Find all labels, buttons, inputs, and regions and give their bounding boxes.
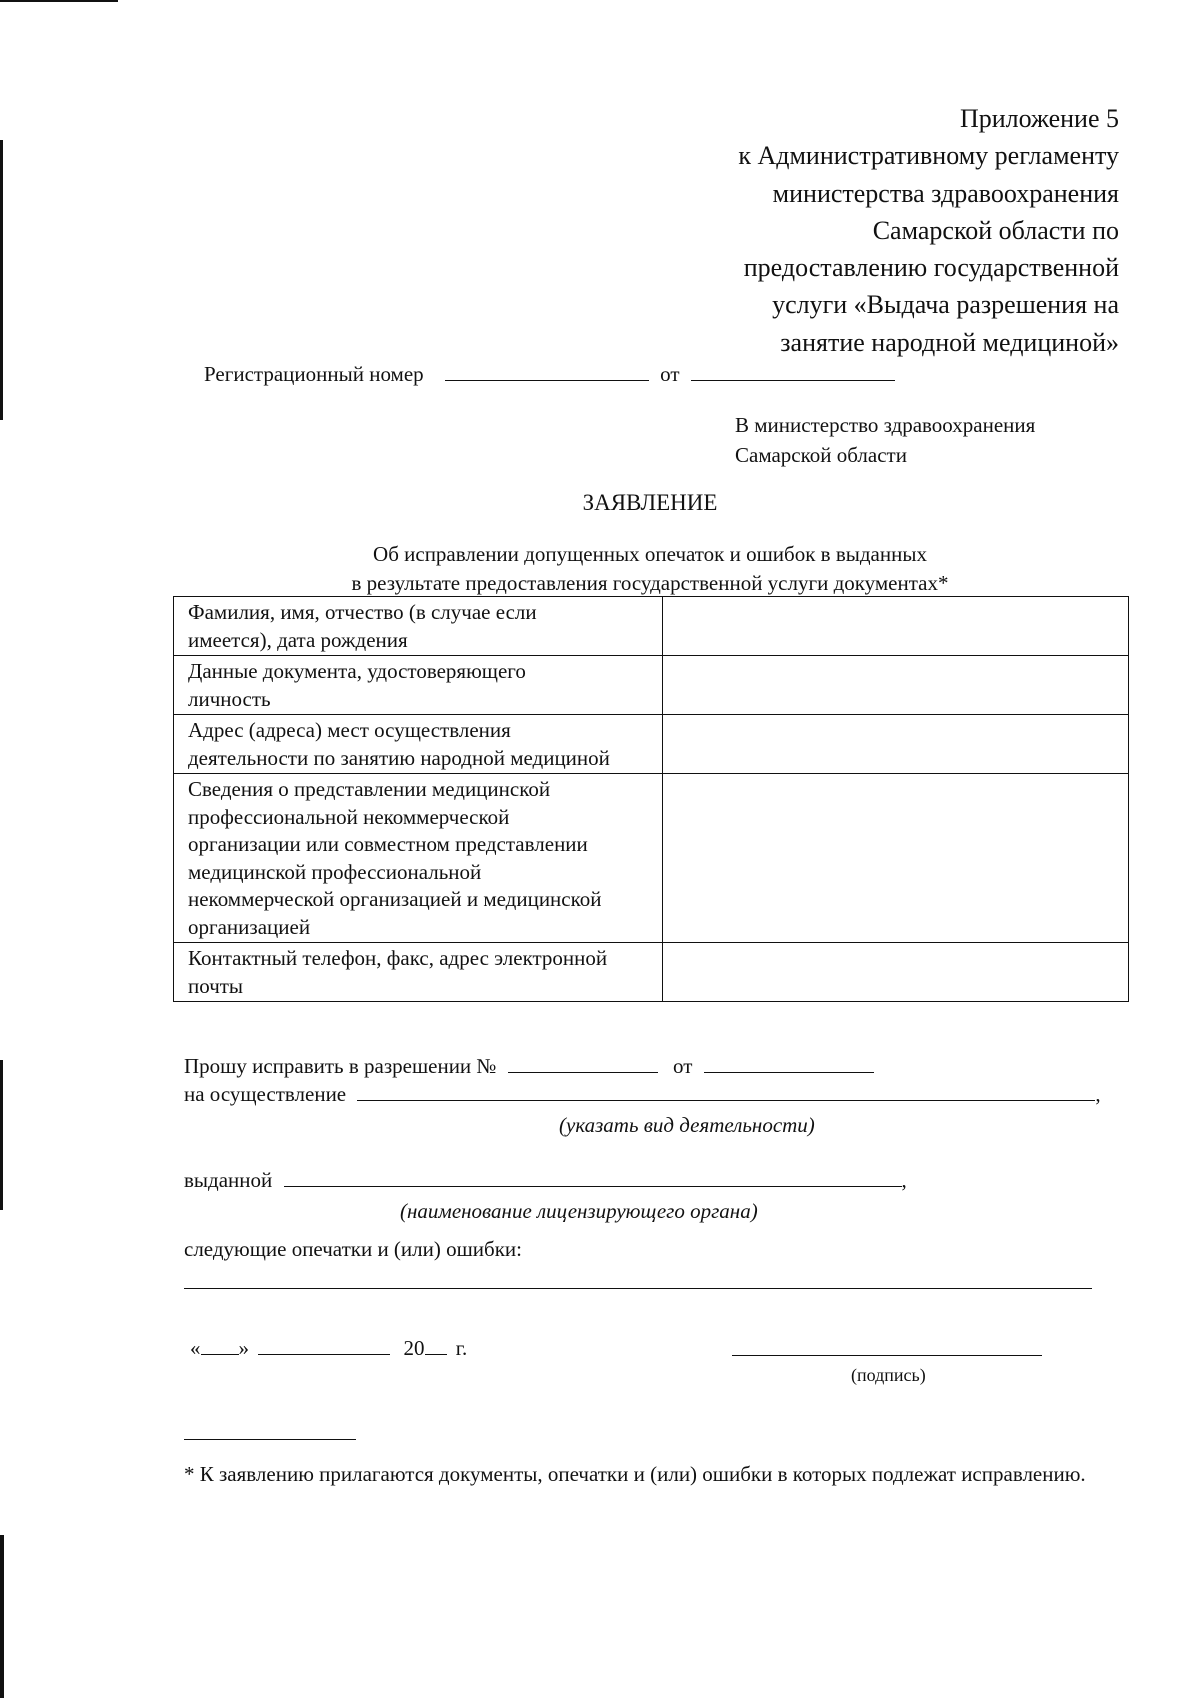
row-value-cell[interactable] bbox=[663, 715, 1129, 774]
row-label-line: Контактный телефон, факс, адрес электронной bbox=[188, 946, 608, 970]
registration-row bbox=[204, 362, 895, 387]
request-permit-label: Прошу исправить в разрешении № bbox=[184, 1054, 497, 1078]
row-label-line: организации или совместном представлении bbox=[188, 832, 588, 856]
activity-comma: , bbox=[1095, 1082, 1101, 1106]
request-line-activity bbox=[184, 1080, 1101, 1108]
row-label-line: имеется), дата рождения bbox=[188, 627, 408, 652]
row-label-line: организацией bbox=[188, 914, 311, 939]
issued-comma: , bbox=[901, 1168, 907, 1192]
date-month-field[interactable] bbox=[258, 1353, 390, 1355]
row-label bbox=[174, 656, 663, 715]
appendix-line: услуги «Выдача разрешения на bbox=[772, 290, 1119, 320]
row-label-line: почты bbox=[188, 973, 244, 998]
footnote-separator bbox=[184, 1439, 356, 1440]
scan-edge-top bbox=[0, 0, 118, 2]
errors-label: следующие опечатки и (или) ошибки: bbox=[184, 1237, 522, 1261]
issued-label: выданной bbox=[184, 1168, 273, 1192]
activity-label: на осуществление bbox=[184, 1082, 347, 1106]
authority-hint: (наименование лицензирующего органа) bbox=[400, 1199, 758, 1223]
date-close-quote: » bbox=[238, 1336, 249, 1360]
footnote: * К заявлению прилагаются документы, опечатки и (или) ошибки в которых подлежат исправлению. bbox=[184, 1462, 1086, 1486]
row-label-line: личность bbox=[188, 686, 271, 711]
row-value-cell[interactable] bbox=[663, 774, 1129, 943]
activity-hint: (указать вид деятельности) bbox=[559, 1113, 815, 1137]
appendix-line: занятие народной медициной» bbox=[780, 327, 1119, 357]
row-label-line: Сведения о представлении медицинской bbox=[188, 777, 551, 801]
registration-number-field[interactable] bbox=[445, 379, 649, 381]
scan-edge-left-top bbox=[0, 140, 3, 420]
scan-edge-left-middle bbox=[0, 1060, 3, 1210]
date-year-prefix: 20 bbox=[403, 1336, 425, 1360]
row-label bbox=[174, 715, 663, 774]
request-from-label: от bbox=[672, 1054, 693, 1078]
addressee bbox=[735, 410, 1035, 470]
signature-field[interactable] bbox=[732, 1355, 1042, 1356]
issuing-authority-field[interactable] bbox=[284, 1185, 902, 1187]
row-label bbox=[174, 774, 663, 943]
subtitle-line: в результате предоставления государственной услуги документах* bbox=[351, 571, 949, 595]
errors-field[interactable] bbox=[184, 1288, 1092, 1289]
row-label-line: Фамилия, имя, отчество (в случае если bbox=[188, 600, 537, 624]
document-subtitle bbox=[0, 540, 1200, 598]
row-label-line: медицинской профессиональной bbox=[188, 859, 482, 884]
subtitle-line: Об исправлении допущенных опечаток и ошибок в выданных bbox=[373, 542, 927, 566]
date-row bbox=[190, 1336, 467, 1361]
request-line-permit bbox=[184, 1052, 1101, 1080]
permit-date-field[interactable] bbox=[704, 1071, 874, 1073]
table-row bbox=[174, 715, 1129, 774]
row-label bbox=[174, 943, 663, 1002]
addressee-line: Самарской области bbox=[735, 443, 907, 467]
registration-label: Регистрационный номер bbox=[204, 362, 424, 386]
date-year-suffix: г. bbox=[455, 1336, 468, 1360]
row-label-line: Данные документа, удостоверяющего bbox=[188, 659, 526, 683]
appendix-line: Приложение 5 bbox=[959, 104, 1119, 133]
issued-row bbox=[184, 1168, 907, 1193]
date-year-field[interactable] bbox=[425, 1353, 447, 1355]
applicant-info-table bbox=[173, 596, 1129, 1002]
addressee-line: В министерство здравоохранения bbox=[735, 413, 1036, 437]
date-open-quote: « bbox=[190, 1336, 201, 1360]
request-section bbox=[184, 1052, 1101, 1108]
row-label-line: профессиональной некоммерческой bbox=[188, 804, 510, 829]
table-row bbox=[174, 656, 1129, 715]
permit-number-field[interactable] bbox=[508, 1071, 658, 1073]
row-label-line: деятельности по занятию народной медициной bbox=[188, 745, 610, 770]
scan-edge-left-bottom bbox=[0, 1535, 4, 1698]
row-label-line: Адрес (адреса) мест осуществления bbox=[188, 718, 511, 742]
appendix-line: к Административному регламенту bbox=[738, 141, 1119, 171]
row-value-cell[interactable] bbox=[663, 656, 1129, 715]
activity-field[interactable] bbox=[357, 1099, 1095, 1101]
table-row bbox=[174, 597, 1129, 656]
row-label-line: некоммерческой организацией и медицинской bbox=[188, 887, 602, 911]
row-label bbox=[174, 597, 663, 656]
date-day-field[interactable] bbox=[201, 1353, 239, 1355]
appendix-line: предоставлению государственной bbox=[743, 253, 1119, 283]
row-value-cell[interactable] bbox=[663, 597, 1129, 656]
registration-from-label: от bbox=[660, 362, 680, 386]
appendix-line: министерства здравоохранения bbox=[772, 178, 1119, 208]
table-row bbox=[174, 943, 1129, 1002]
row-value-cell[interactable] bbox=[663, 943, 1129, 1002]
table-row bbox=[174, 774, 1129, 943]
appendix-header bbox=[559, 100, 1119, 361]
document-title: ЗАЯВЛЕНИЕ bbox=[582, 490, 718, 515]
signature-label: (подпись) bbox=[851, 1365, 926, 1385]
appendix-line: Самарской области по bbox=[872, 215, 1119, 245]
registration-date-field[interactable] bbox=[691, 379, 895, 381]
